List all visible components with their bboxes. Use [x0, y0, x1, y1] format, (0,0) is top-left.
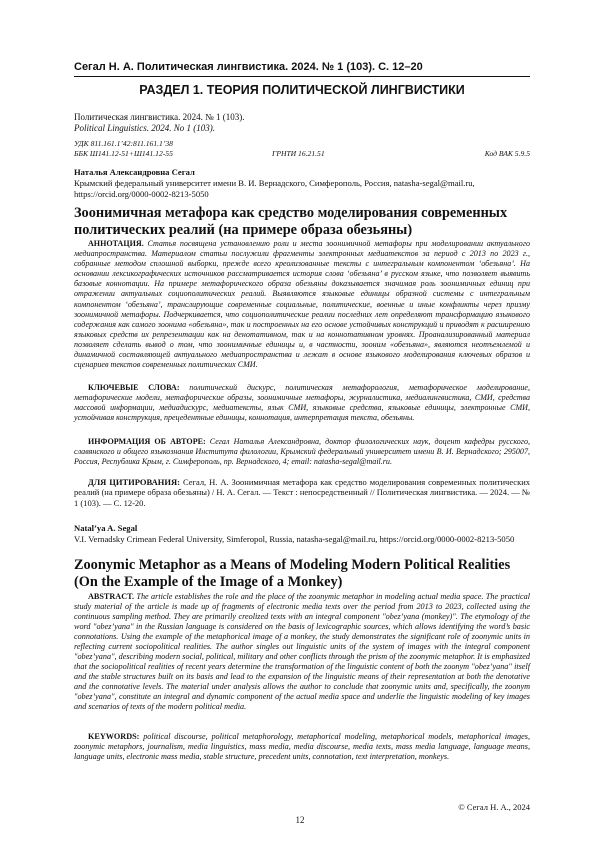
author-orcid-ru[interactable]: https://orcid.org/0000-0002-8213-5050: [74, 189, 209, 199]
author-info-text: Сегал Наталья Александровна, доктор филологических наук, доцент кафедры русского, славянского и общего языкознания Института филологии, Крымский федеральный университет имени В. И. Вернадского; 295007, Россия, Республика Крым, г. Симферополь, пр. Вернадского, 4; email: natasha-segal@mail.ru.: [74, 437, 530, 467]
bbk-code: ББК Ш141.12-51+Ш141.12-55: [74, 149, 173, 158]
keywords-ru-label: КЛЮЧЕВЫЕ СЛОВА:: [88, 383, 180, 392]
keywords-en: [74, 732, 530, 762]
author-info-ru: [74, 437, 530, 467]
bbk-row: [74, 149, 530, 159]
abstract-ru: [74, 239, 530, 370]
abstract-en-text: The article establishes the role and the place of the zoonymic metaphor in modeling actual media space. The practical study material of the article is made up of fragments of electronic media texts over the period from 2013 to 2023, collected using the continuous sampling method. They are primarily creolized texts with an integral component "obez’yana (monkey)". The etymology of the word "obez’yana" in the Russian language is considered on the basis of lexicographic sources, which allows identifying the word’s basic connotations. Using the example of the metaphorical image of a monkey, the study demonstrates the significant role of zoonymic units in reflecting current sociopolitical realities. The author singles out linguistic units of the system of images with the integral component "obez’yana", describing modern social, political, military and other conflicts through the prism of the zoonymic metaphor. It is emphasized that the sociopolitical realities of recent years determine the transformation of the linguistic content of both the zoonym "obez’yana" itself and the stable structures built on its basis and lead to the expansion of the linguistic means of their representation at both the denotative and the connotative levels. The material under analysis allows the author to conclude that zoonymic units and, specifically, the zoonym "obez’yana", constitute an integral and dynamic component of the actual media space and underlie the linguistic modeling of key images and scenarios of texts of the modern political media.: [74, 592, 531, 711]
article-title-ru: [74, 205, 530, 239]
udk-code: УДК 811.161.1’42:811.161.1’38: [74, 139, 173, 148]
title-en-line2: (On the Example of the Image of a Monkey): [74, 574, 343, 590]
udk-row: [74, 139, 530, 149]
journal-header: Сегал Н. А. Политическая лингвистика. 2024. № 1 (103). С. 12–20: [74, 61, 423, 73]
keywords-en-label: KEYWORDS:: [88, 732, 140, 741]
author-name-ru: Наталья Александровна Сегал: [74, 167, 195, 177]
vak-code: Код ВАК 5.9.5: [484, 149, 530, 158]
keywords-ru-text: политический дискурс, политическая метафорология, метафорическое моделирование, метафорические модели, метафорические образы, зоонимичные метафоры, журналистика, медиалингвистика, СМИ, средства массовой информации, медиадискурс, медиатексты, язык СМИ, языковые средства, языковые единицы, электронные СМИ, устойчивая конструкция, прецедентные единицы, коннотация, интерпретация текста, обезьяны.: [74, 383, 530, 423]
citation-line-en: Political Linguistics. 2024. No 1 (103).: [74, 123, 215, 133]
copyright-notice: © Сегал Н. А., 2024: [458, 802, 530, 812]
abstract-en-label: ABSTRACT.: [88, 592, 135, 601]
abstract-en: [74, 592, 530, 712]
grnti-code: ГРНТИ 16.21.51: [272, 149, 325, 158]
citation-line-ru: Политическая лингвистика. 2024. № 1 (103).: [74, 112, 245, 122]
author-affiliation-en: V.I. Vernadsky Crimean Federal University, Simferopol, Russia, natasha-segal@mail.ru, https://orcid.org/0000-0002-8213-5050: [74, 534, 515, 544]
abstract-ru-text: Статья посвящена установлению роли и места зоонимичной метафоры при моделировании актуального медиапространства. Материалом статьи послужили фрагменты электронных медиатекстов за период с 2013 по 2023 г., собранные методом сплошной выборки, прежде всего креолизованные тексты с интегральным компонентом ‘обезьяна’. На основании лексикографических источников рассматривается история слова ‘обезьяна’ в русском языке, что позволяет выявить базовые коннотации. На примере метафорического образа обезьяны доказывается значимая роль зоонимичных единиц при отражении актуальных социополитических реалий. Выявляются языковые единицы образной системы с интегральным компонентом ‘обезьяна’, транслирующие современные социальные, политические, военные и иные конфликты через призму зоонимичной метафоры. Подчеркивается, что социополитические реалии последних лет определяют трансформацию языкового содержания как самого зоонима «обезьяна», так и построенных на его основе устойчивых конструкций и приводят к расширению языковых средств их репрезентации как на денотативном, так и на коннотативном уровнях. Проанализированный материал позволяет сделать вывод о том, что зоонимичные единицы и, в частности, зооним «обезьяна», являются неотъемлемой и динамичной составляющей актуального медиапространства и лежат в основе языкового моделирования ключевых образов и сценариев текстов современных политических СМИ.: [74, 239, 530, 370]
author-info-label: ИНФОРМАЦИЯ ОБ АВТОРЕ:: [88, 437, 206, 446]
page-number: 12: [295, 815, 305, 825]
section-title: РАЗДЕЛ 1. ТЕОРИЯ ПОЛИТИЧЕСКОЙ ЛИНГВИСТИКИ: [139, 83, 465, 97]
keywords-en-text: political discourse, political metaphorology, metaphorical modeling, metaphorical models, metaphorical images, zoonymic metaphors, journalism, media linguistics, mass media, media discourse, media texts, mass media language, language means, language units, electronic mass media, stable structure, precedent units, connotation, text interpretation, monkeys.: [74, 732, 531, 761]
article-title-en: [74, 557, 530, 591]
author-name-en: Natal’ya A. Segal: [74, 523, 138, 533]
cite-label: ДЛЯ ЦИТИРОВАНИЯ:: [88, 477, 180, 487]
title-ru-line2: политических реалий (на примере образа обезьяны): [74, 222, 413, 238]
author-affiliation-ru: Крымский федеральный университет имени В. И. Вернадского, Симферополь, Россия, natasha-segal@mail.ru,: [74, 178, 475, 188]
abstract-ru-label: АННОТАЦИЯ.: [88, 239, 144, 248]
title-en-line1: Zoonymic Metaphor as a Means of Modeling Modern Political Realities: [74, 557, 511, 573]
citation-block: [74, 477, 530, 508]
header-rule: [74, 76, 530, 77]
cite-text: Сегал, Н. А. Зоонимичная метафора как средство моделирования современных политических реалий (на примере образа обезьяны) / Н. А. Сегал. — Текст : непосредственный // Политическая лингвистика. — 2024. — № 1 (103). — С. 12-20.: [74, 477, 531, 508]
keywords-ru: [74, 383, 530, 423]
title-ru-line1: Зоонимичная метафора как средство моделирования современных: [74, 205, 508, 221]
